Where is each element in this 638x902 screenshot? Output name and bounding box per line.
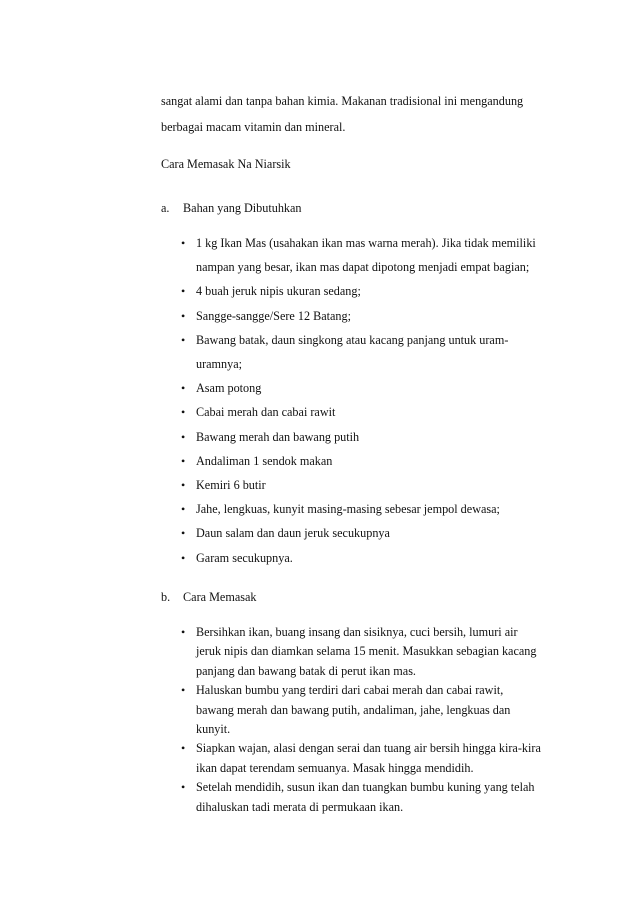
subheading-cara-title: Cara Memasak <box>183 590 257 604</box>
intro-paragraph <box>161 88 551 140</box>
list-item: • Asam potong <box>181 376 541 400</box>
list-item: • Haluskan bumbu yang terdiri dari cabai merah dan cabai rawit, bawang merah dan bawang putih, andaliman, jahe, lengkuas dan kunyit. <box>181 681 541 739</box>
list-item: • 4 buah jeruk nipis ukuran sedang; <box>181 279 541 303</box>
list-item: • Garam secukupnya. <box>181 546 541 570</box>
intro-line-1: sangat alami dan tanpa bahan kimia. Makanan tradisional ini mengandung <box>161 94 524 108</box>
subheading-cara-label: b. <box>161 590 171 604</box>
list-item: • Bawang merah dan bawang putih <box>181 425 541 449</box>
list-item: • Andaliman 1 sendok makan <box>181 449 541 473</box>
list-item: • Bawang batak, daun singkong atau kacang panjang untuk uram-uramnya; <box>181 328 541 376</box>
subheading-cara <box>161 590 256 605</box>
list-item: • Kemiri 6 butir <box>181 473 541 497</box>
list-item: • Sangge-sangge/Sere 12 Batang; <box>181 304 541 328</box>
list-item: • 1 kg Ikan Mas (usahakan ikan mas warna merah). Jika tidak memiliki nampan yang besar, ikan mas dapat dipotong menjadi empat bagian; <box>181 231 541 279</box>
intro-line-2: berbagai macam vitamin dan mineral. <box>161 120 346 134</box>
list-item: • Bersihkan ikan, buang insang dan sisiknya, cuci bersih, lumuri air jeruk nipis dan diamkan selama 15 menit. Masukkan sebagian kacang panjang dan bawang batak di perut ikan mas. <box>181 623 541 681</box>
list-item: • Cabai merah dan cabai rawit <box>181 400 541 424</box>
list-item: • Siapkan wajan, alasi dengan serai dan tuang air bersih hingga kira-kira ikan dapat terendam semuanya. Masak hingga mendidih. <box>181 739 541 778</box>
list-item: • Daun salam dan daun jeruk secukupnya <box>181 521 541 545</box>
list-item: • Setelah mendidih, susun ikan dan tuangkan bumbu kuning yang telah dihaluskan tadi merata di permukaan ikan. <box>181 778 541 817</box>
subheading-bahan-title: Bahan yang Dibutuhkan <box>183 201 302 215</box>
subheading-bahan-label: a. <box>161 201 170 215</box>
cara-list <box>181 623 541 817</box>
subheading-bahan <box>161 201 302 216</box>
list-item: • Jahe, lengkuas, kunyit masing-masing sebesar jempol dewasa; <box>181 497 541 521</box>
bahan-list <box>181 231 541 570</box>
section-title: Cara Memasak Na Niarsik <box>161 157 291 171</box>
